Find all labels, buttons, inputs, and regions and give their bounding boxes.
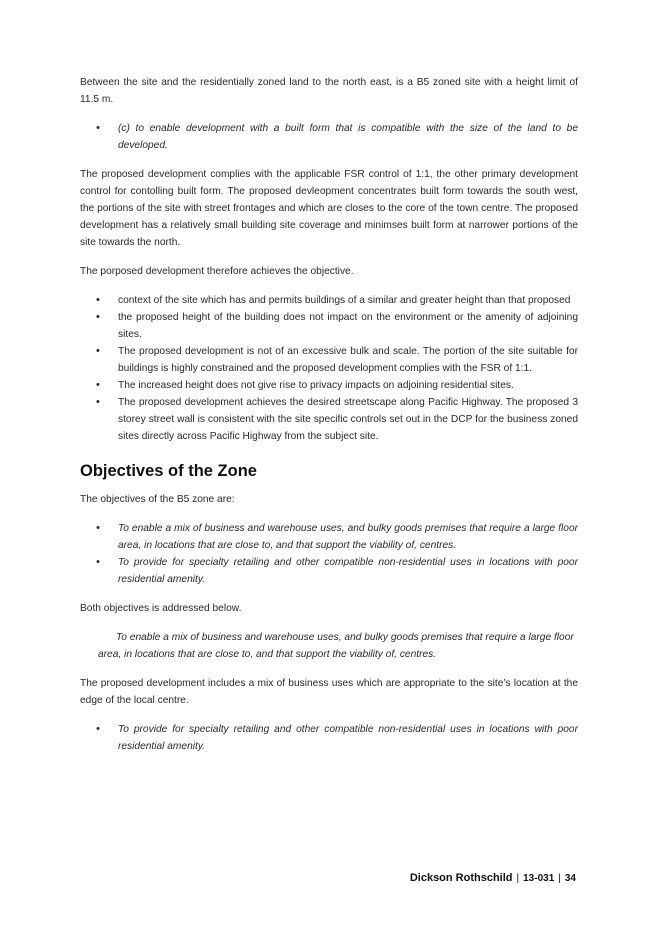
section-heading: Objectives of the Zone xyxy=(80,462,257,480)
list-item: • To enable a mix of business and warehouse uses, and bulky goods premises that require a large floor area, in locations that are close to, and that support the viability of, centres. xyxy=(80,520,578,554)
list-item: • The proposed development achieves the desired streetscape along Pacific Highway. The proposed 3 storey street wall is consistent with the site specific controls set out in the DCP for the business zoned sites directly across Pacific Highway from the subject site. xyxy=(80,394,578,445)
paragraph-achieves-objective: The porposed development therefore achieves the objective. xyxy=(80,266,354,277)
footer-separator: | xyxy=(516,872,520,884)
list-item: • context of the site which has and permits buildings of a similar and greater height than that proposed xyxy=(80,292,578,309)
list-item: • The proposed development is not of an excessive bulk and scale. The portion of the site suitable for buildings is highly constrained and the proposed development complies with the FSR of 1:1. xyxy=(80,343,578,377)
list-item: • To provide for specialty retailing and other compatible non-residential uses in locations with poor residential amenity. xyxy=(80,721,578,755)
paragraph-response: The proposed development includes a mix of business uses which are appropriate to the site’s location at the edge of the local centre. xyxy=(80,678,578,706)
list-item: • To provide for specialty retailing and other compatible non-residential uses in locations with poor residential amenity. xyxy=(80,554,578,588)
justification-list xyxy=(80,292,578,445)
objective-c-item: • (c) to enable development with a built form that is compatible with the size of the land to be developed. xyxy=(80,120,578,154)
list-item: • the proposed height of the building does not impact on the environment or the amenity of adjoining sites. xyxy=(80,309,578,343)
paragraph-both-objectives: Both objectives is addressed below. xyxy=(80,603,242,614)
page-content xyxy=(80,74,578,755)
paragraph-fsr-compliance: The proposed development complies with the applicable FSR control of 1:1, the other primary development control for contolling built form. The proposed devleopment concentrates built form towards the south west, the portions of the site with street frontages and which are closes to the core of the town centre. The proposed development has a relatively small building site coverage and minimses built form at narrower portions of the site towards the north. xyxy=(80,169,578,248)
paragraph-height-context: Between the site and the residentially zoned land to the north east, is a B5 zoned site with a height limit of 11.5 m. xyxy=(80,77,578,105)
zone-objectives-list xyxy=(80,520,578,588)
list-item: • The increased height does not give rise to privacy impacts on adjoining residential sites. xyxy=(80,377,578,394)
footer-reference: 13-031 xyxy=(523,872,555,884)
zone-objectives-intro: The objectives of the B5 zone are: xyxy=(80,494,235,505)
page-number: 34 xyxy=(564,872,576,884)
footer-brand: Dickson Rothschild xyxy=(409,872,513,884)
page-footer xyxy=(410,872,576,884)
footer-separator: | xyxy=(558,872,561,884)
final-objective-list xyxy=(80,721,578,755)
objective-c-list xyxy=(80,120,578,154)
quoted-objective: To enable a mix of business and warehouse uses, and bulky goods premises that require a large floor area, in locations that are close to, and that support the viability of, centres. xyxy=(98,632,574,660)
